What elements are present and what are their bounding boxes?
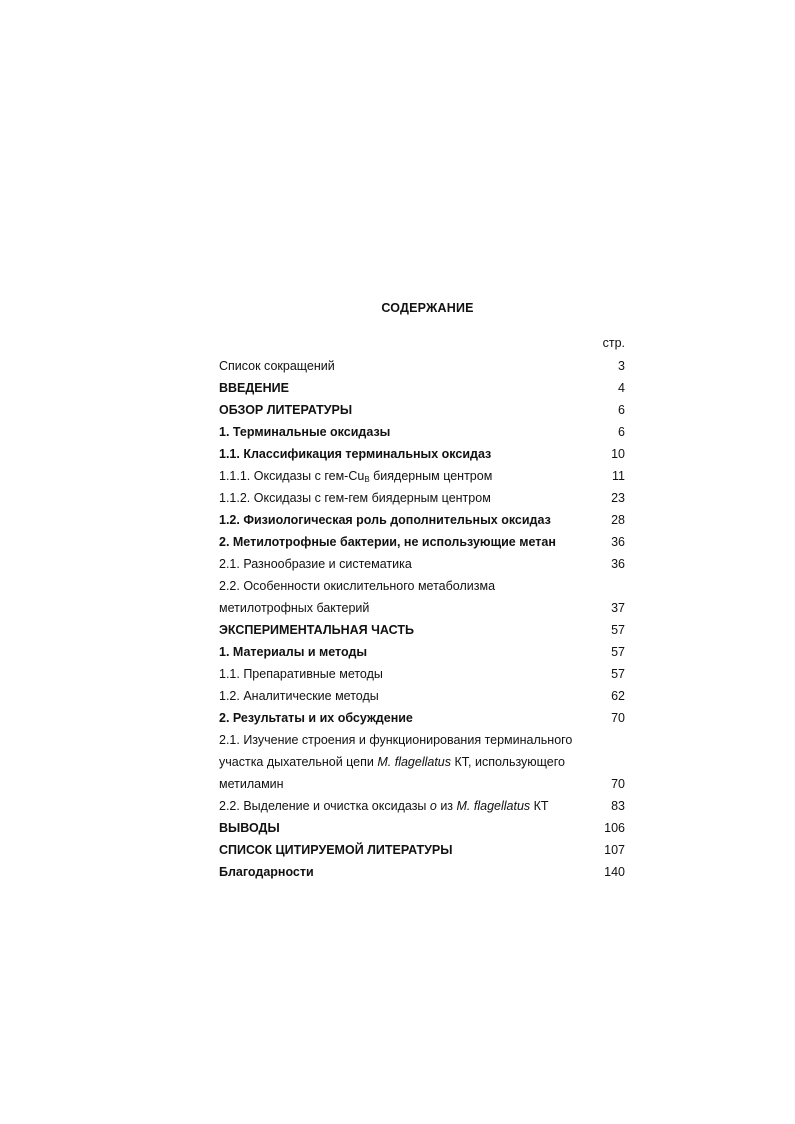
toc-entry-page-number: 70 [611, 711, 625, 725]
toc-entry-page-number: 6 [618, 403, 625, 417]
subscript: B [364, 475, 370, 484]
toc-entry-line: участка дыхательной цепи M. flagellatus КТ, использующего [219, 755, 565, 769]
toc-entry-title [219, 729, 611, 795]
toc-entry-line: 1.1.1. Оксидазы с гем-$Cu_B$ биядерным центром [219, 469, 493, 484]
italic-text: M. flagellatus [377, 755, 452, 769]
toc-entry-line: 1. Материалы и методы [219, 645, 368, 659]
toc-entry-page-number: 11 [612, 469, 625, 483]
toc-entry-page-number: 70 [611, 777, 625, 791]
toc-entry [219, 553, 625, 575]
toc-entry [219, 377, 625, 399]
toc-entry [219, 707, 625, 729]
toc-entry [219, 685, 625, 707]
toc-entry-title [219, 377, 618, 399]
toc-entry [219, 421, 625, 443]
toc-entry-page-number: 106 [604, 821, 625, 835]
toc-entry-page-number: 57 [611, 623, 625, 637]
toc-entry-page-number: 57 [611, 645, 625, 659]
toc-entry-title [219, 641, 611, 663]
toc-entry-title [219, 685, 611, 707]
toc-entry-line: 1.2. Аналитические методы [219, 689, 379, 703]
toc-entry [219, 531, 625, 553]
toc-entry-page-number: 3 [618, 359, 625, 373]
toc-entry-page-number: 37 [611, 601, 625, 615]
toc-entry [219, 399, 625, 421]
toc-entry [219, 861, 625, 883]
toc-entry-title [219, 509, 611, 531]
toc-entry [219, 443, 625, 465]
toc-entry-title [219, 553, 611, 575]
toc-entry-title [219, 575, 611, 619]
toc-entry-title [219, 619, 611, 641]
toc-entry [219, 487, 625, 509]
toc-entry-line: СПИСОК ЦИТИРУЕМОЙ ЛИТЕРАТУРЫ [219, 843, 453, 857]
toc-entry-line: 2.1. Изучение строения и функционирования терминального [219, 733, 573, 747]
toc-entry-title [219, 861, 604, 883]
toc-entry-line: 1.1. Классификация терминальных оксидаз [219, 447, 492, 461]
toc-entry-line: 2. Результаты и их обсуждение [219, 711, 413, 725]
toc-entry-line: 2.1. Разнообразие и систематика [219, 557, 412, 571]
toc-entry-title [219, 465, 612, 487]
toc-entry-page-number: 62 [611, 689, 625, 703]
toc-entry-title [219, 399, 618, 421]
toc-entry-line: 1.2. Физиологическая роль дополнительных оксидаз [219, 513, 551, 527]
toc-entry [219, 509, 625, 531]
toc-entry-line: 2. Метилотрофные бактерии, не использующие метан [219, 535, 556, 549]
toc-entry [219, 817, 625, 839]
toc-entry-title [219, 795, 611, 817]
toc-title: СОДЕРЖАНИЕ [381, 301, 474, 315]
toc-entry-page-number: 57 [611, 667, 625, 681]
toc-entry-line: 1. Терминальные оксидазы [219, 425, 391, 439]
toc-entry [219, 795, 625, 817]
toc-entry-page-number: 140 [604, 865, 625, 879]
toc-entry-title [219, 663, 611, 685]
toc-entry [219, 619, 625, 641]
toc-entry-page-number: 6 [618, 425, 625, 439]
toc-list [219, 355, 625, 883]
italic-text: o [429, 799, 437, 813]
toc-entry-line: ВЫВОДЫ [219, 821, 280, 835]
toc-entry-title [219, 355, 618, 377]
toc-entry-page-number: 28 [611, 513, 625, 527]
toc-entry-title [219, 707, 611, 729]
toc-entry [219, 575, 625, 619]
toc-entry-title [219, 421, 618, 443]
toc-entry [219, 663, 625, 685]
toc-entry-title [219, 839, 604, 861]
toc-entry-title [219, 487, 611, 509]
toc-entry-page-number: 107 [604, 843, 625, 857]
toc-entry-page-number: 36 [611, 557, 625, 571]
toc-entry-line: Благодарности [219, 865, 314, 879]
toc-entry-page-number: 83 [611, 799, 625, 813]
toc-entry-line: ОБЗОР ЛИТЕРАТУРЫ [219, 403, 353, 417]
toc-entry-line: 1.1.2. Оксидазы с гем-гем биядерным центром [219, 491, 491, 505]
toc-entry [219, 465, 625, 487]
toc-entry-line: 2.2. Выделение и очистка оксидазы o из M. flagellatus КТ [219, 799, 549, 813]
toc-entry-line: ЭКСПЕРИМЕНТАЛЬНАЯ ЧАСТЬ [219, 623, 414, 637]
page-column-label: стр. [602, 336, 625, 350]
toc-entry-title [219, 531, 611, 553]
toc-entry-line: метилотрофных бактерий [219, 601, 370, 615]
toc-entry-page-number: 4 [618, 381, 625, 395]
toc-entry-page-number: 10 [611, 447, 625, 461]
toc-entry [219, 641, 625, 663]
toc-entry [219, 729, 625, 795]
toc-entry-line: Список сокращений [219, 359, 335, 373]
toc-entry-line: ВВЕДЕНИЕ [219, 381, 289, 395]
toc-entry [219, 839, 625, 861]
toc-entry [219, 355, 625, 377]
toc-entry-title [219, 817, 604, 839]
toc-entry-line: 2.2. Особенности окислительного метаболизма [219, 579, 496, 593]
toc-entry-title [219, 443, 611, 465]
toc-entry-line: метиламин [219, 777, 284, 791]
toc-entry-page-number: 23 [611, 491, 625, 505]
toc-entry-page-number: 36 [611, 535, 625, 549]
italic-text: M. flagellatus [456, 799, 531, 813]
toc-entry-line: 1.1. Препаративные методы [219, 667, 383, 681]
